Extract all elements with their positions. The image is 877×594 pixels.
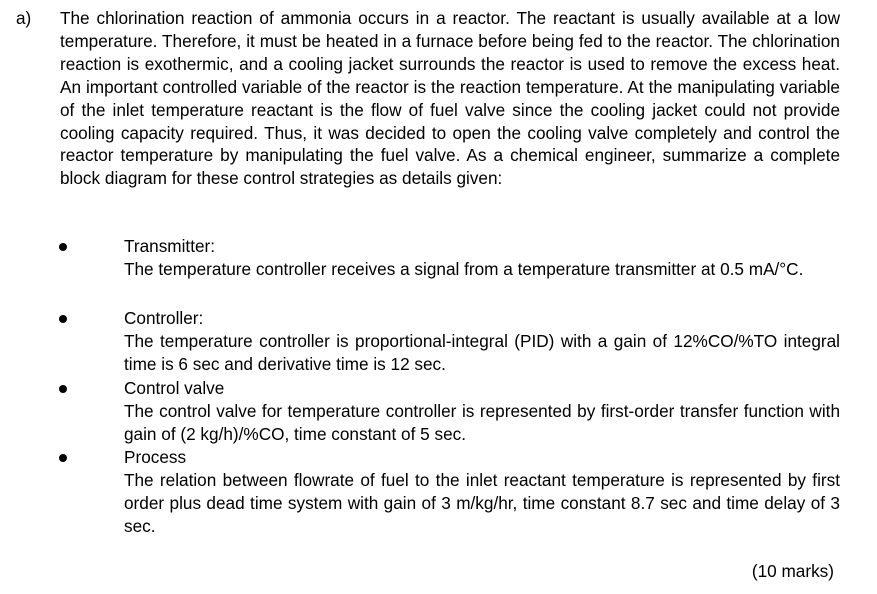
bullet-icon [59,454,67,462]
item-body: The relation between flowrate of fuel to the inlet reactant temperature is represented by first order plus dead time system with gain of 3 m/kg/hr, time constant 8.7 sec and time delay of 3 sec. [124,469,840,536]
item-heading: Controller: [124,308,204,328]
item-body: The temperature controller receives a signal from a temperature transmitter at 0.5 mA/°C. [124,258,804,279]
item-heading: Transmitter: [124,236,216,256]
bullet-icon [59,315,67,323]
item-body: The temperature controller is proportional-integral (PID) with a gain of 12%CO/%TO integral time is 6 sec and derivative time is 12 sec. [124,330,840,374]
item-heading: Process [124,447,187,467]
marks-label: (10 marks) [751,561,834,581]
question-text: The chlorination reaction of ammonia occurs in a reactor. The reactant is usually available at a low temperature. Therefore, it must be heated in a furnace before being fed to the reactor. The chlorination reaction is exothermic, and a cooling jacket surrounds the reactor is used to remove the excess heat. An important controlled variable of the reactor is the reaction temperature. At the manipulating variable of the inlet temperature reactant is the flow of fuel valve since the cooling jacket could not provide cooling capacity required. Thus, it was decided to open the cooling valve completely and control the reactor temperature by manipulating the fuel valve. As a chemical engineer, summarize a complete block diagram for these control strategies as details given: [60,8,840,189]
item-heading: Control valve [124,378,225,398]
item-body: The control valve for temperature controller is represented by first-order transfer function with gain of (2 kg/h)/%CO, time constant of 5 sec. [124,400,840,444]
bullet-icon [59,243,67,251]
question-label: a) [16,8,32,28]
bullet-icon [59,385,67,393]
